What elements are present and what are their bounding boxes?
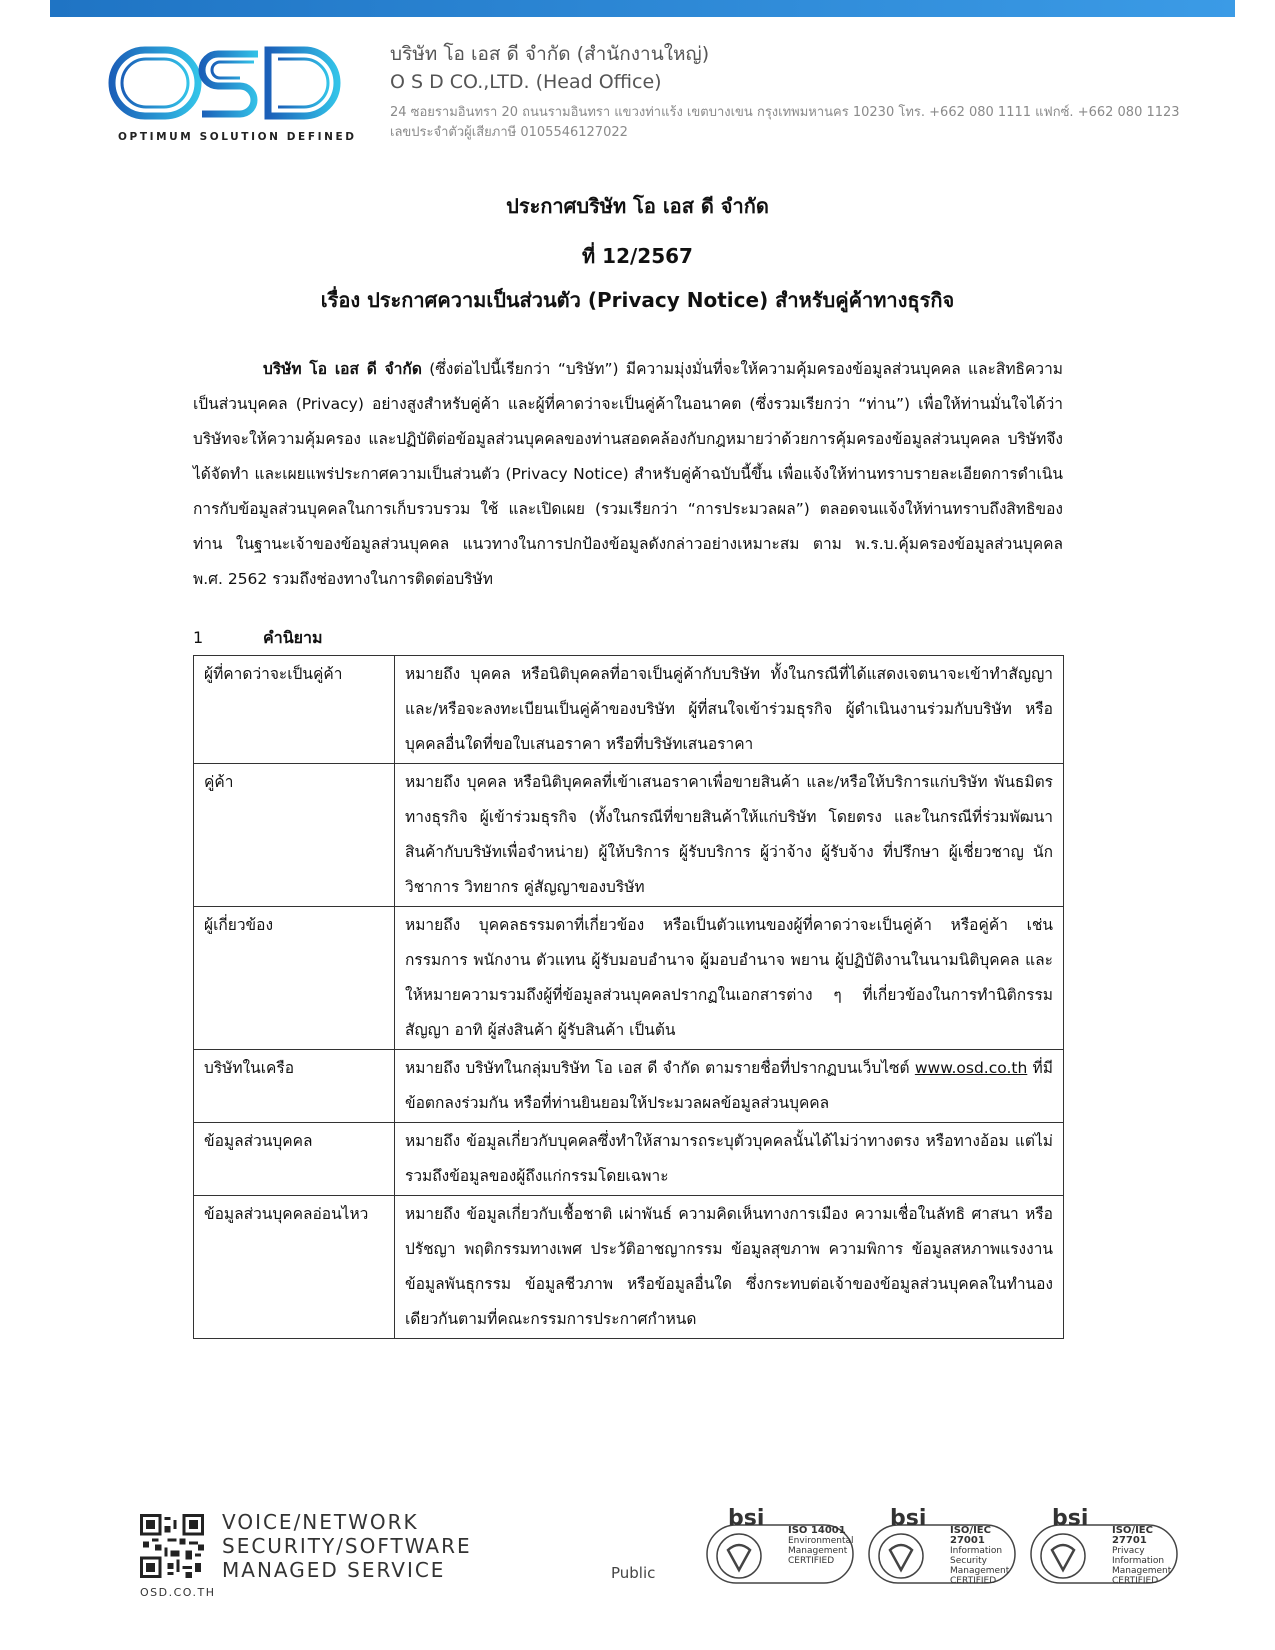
definitions-table [193,655,1064,1339]
service-line: MANAGED SERVICE [222,1558,446,1582]
logo-tagline: OPTIMUM SOLUTION DEFINED [118,131,357,143]
notice-subject: เรื่อง ประกาศความเป็นส่วนตัว (Privacy Notice) สำหรับคู่ค้าทางธุรกิจ [320,288,955,312]
table-row [194,764,1064,907]
iso-27701-cert-badge [1030,1506,1180,1584]
company-name-english: O S D CO.,LTD. (Head Office) [390,71,662,93]
cert-text [788,1526,853,1566]
company-name-thai: บริษัท โอ เอส ดี จำกัด (สำนักงานใหญ่) [390,43,710,65]
classification-label: Public [611,1564,656,1582]
definition-text: หมายถึง บุคคลธรรมดาที่เกี่ยวข้อง หรือเป็นตัวแทนของผู้ที่คาดว่าจะเป็นคู่ค้า หรือคู่ค้า เช่น กรรมการ พนักงาน ตัวแทน ผู้รับมอบอำนาจ ผู้มอบอำนาจ พยาน ผู้ปฏิบัติงานในนามนิติบุคคล และให้หมายความรวมถึงผู้ที่ข้อมูลส่วนบุคคลปรากฏในเอกสารต่าง ๆ ที่เกี่ยวข้องในการทำนิติกรรมสัญญา อาทิ ผู้ส่งสินค้า ผู้รับสินค้า เป็นต้น [395,907,1064,1050]
cert-text [950,1526,1018,1586]
definition-text: หมายถึง บุคคล หรือนิติบุคคลที่อาจเป็นคู่ค้ากับบริษัท ทั้งในกรณีที่ได้แสดงเจตนาจะเข้าทำสัญญา และ/หรือจะลงทะเบียนเป็นคู่ค้าของบริษัท ผู้ที่สนใจเข้าร่วมธุรกิจ ผู้ดำเนินงานร่วมกับบริษัท หรือบุคคลอื่นใดที่ขอใบเสนอราคา หรือที่บริษัทเสนอราคา [395,656,1064,764]
cert-mark: CERTIFIED [1112,1576,1159,1586]
definition-term: ผู้เกี่ยวข้อง [194,907,395,1050]
definition-text-before: หมายถึง บริษัทในกลุ่มบริษัท โอ เอส ดี จำกัด ตามรายชื่อที่ปรากฏบนเว็บไซต์ [405,1059,915,1077]
service-line: SECURITY/SOFTWARE [222,1534,472,1558]
cert-scope: Information Security Management [950,1546,1010,1576]
cert-title: ISO/IEC 27701 [1112,1525,1153,1546]
cert-mark: CERTIFIED [950,1576,997,1586]
service-line: VOICE/NETWORK [222,1510,419,1534]
company-header [390,40,1180,143]
section-title: คำนิยาม [263,628,323,647]
intro-paragraph [193,352,1063,597]
intro-text: (ซึ่งต่อไปนี้เรียกว่า “บริษัท”) มีความมุ่งมั่นที่จะให้ความคุ้มครองข้อมูลส่วนบุคคล และสิทธิความเป็นส่วนบุคคล (Privacy) อย่างสูงสำหรับคู่ค้า และผู้ที่คาดว่าจะเป็นคู่ค้าในอนาคต (ซึ่งรวมเรียกว่า “ท่าน”) เพื่อให้ท่านมั่นใจได้ว่าบริษัทจะให้ความคุ้มครอง และปฏิบัติต่อข้อมูลส่วนบุคคลของท่านสอดคล้องกับกฎหมายว่าด้วยการคุ้มครองข้อมูลส่วนบุคคล บริษัทจึงได้จัดทำ และเผยแพร่ประกาศความเป็นส่วนตัว (Privacy Notice) สำหรับคู่ค้าฉบับนี้ขึ้น เพื่อแจ้งให้ท่านทราบรายละเอียดการดำเนินการกับข้อมูลส่วนบุคคลในการเก็บรวบรวม ใช้ และเปิดเผย (รวมเรียกว่า “การประมวลผล”) ตลอดจนแจ้งให้ท่านทราบถึงสิทธิของท่าน ในฐานะเจ้าของข้อมูลส่วนบุคคล แนวทางในการปกป้องข้อมูลดังกล่าวอย่างเหมาะสม ตาม พ.ร.บ.คุ้มครองข้อมูลส่วนบุคคล พ.ศ. 2562 รวมถึงช่องทางในการติดต่อบริษัท [193,360,1064,588]
definition-text-after: ที่มีข้อตกลงร่วมกัน หรือที่ท่านยินยอมให้ประมวลผลข้อมูลส่วนบุคคล [405,1059,1053,1112]
table-row [194,1123,1064,1196]
notice-number: ที่ 12/2567 [582,244,693,268]
cert-text [1112,1526,1171,1586]
iso-27001-cert-badge [868,1506,1018,1584]
cert-scope: Environmental Management [788,1536,854,1556]
cert-title: ISO/IEC 27001 [950,1525,991,1546]
section-heading [193,626,323,651]
cert-scope: Privacy Information Management [1112,1546,1172,1576]
top-accent-bar [50,0,1235,17]
osd-logo [108,44,344,144]
table-row [194,907,1064,1050]
intro-company-name: บริษัท โอ เอส ดี จำกัด [263,360,422,378]
definition-term: ผู้ที่คาดว่าจะเป็นคู่ค้า [194,656,395,764]
footer-services [222,1510,472,1582]
bsi-brand: bsi [1052,1506,1089,1531]
qr-code-icon [140,1514,204,1578]
osd-website-link[interactable]: www.osd.co.th [914,1059,1028,1077]
iso-14001-cert-badge [706,1506,856,1584]
table-row [194,656,1064,764]
bsi-brand: bsi [728,1506,765,1531]
definition-term: คู่ค้า [194,764,395,907]
table-row [194,1050,1064,1123]
definition-term: ข้อมูลส่วนบุคคลอ่อนไหว [194,1196,395,1339]
definition-text: หมายถึง ข้อมูลเกี่ยวกับเชื้อชาติ เผ่าพันธ์ ความคิดเห็นทางการเมือง ความเชื่อในลัทธิ ศาสนา หรือปรัชญา พฤติกรรมทางเพศ ประวัติอาชญากรรม ข้อมูลสุขภาพ ความพิการ ข้อมูลสหภาพแรงงาน ข้อมูลพันธุกรรม ข้อมูลชีวภาพ หรือข้อมูลอื่นใด ซึ่งกระทบต่อเจ้าของข้อมูลส่วนบุคคลในทำนองเดียวกันตามที่คณะกรรมการประกาศกำหนด [395,1196,1064,1339]
table-row [194,1196,1064,1339]
definition-term: ข้อมูลส่วนบุคคล [194,1123,395,1196]
definition-text: หมายถึง บุคคล หรือนิติบุคคลที่เข้าเสนอราคาเพื่อขายสินค้า และ/หรือให้บริการแก่บริษัท พันธมิตรทางธุรกิจ ผู้เข้าร่วมธุรกิจ (ทั้งในกรณีที่ขายสินค้าให้แก่บริษัท โดยตรง และในกรณีที่ร่วมพัฒนาสินค้ากับบริษัทเพื่อจำหน่าย) ผู้ให้บริการ ผู้รับบริการ ผู้ว่าจ้าง ผู้รับจ้าง ที่ปรึกษา ผู้เชี่ยวชาญ นักวิชาการ วิทยากร คู่สัญญาของบริษัท [395,764,1064,907]
definition-text: หมายถึง ข้อมูลเกี่ยวกับบุคคลซึ่งทำให้สามารถระบุตัวบุคคลนั้นได้ไม่ว่าทางตรง หรือทางอ้อม แต่ไม่รวมถึงข้อมูลของผู้ถึงแก่กรรมโดยเฉพาะ [395,1123,1064,1196]
section-number: 1 [193,628,204,647]
cert-title: ISO 14001 [788,1525,846,1536]
tax-id: เลขประจำตัวผู้เสียภาษี 0105546127022 [390,125,628,140]
cert-mark: CERTIFIED [788,1556,835,1566]
footer-website: OSD.CO.TH [140,1586,216,1599]
notice-title: ประกาศบริษัท โอ เอส ดี จำกัด [506,194,769,218]
bsi-brand: bsi [890,1506,927,1531]
definition-text [395,1050,1064,1123]
definition-term: บริษัทในเครือ [194,1050,395,1123]
company-address: 24 ซอยรามอินทรา 20 ถนนรามอินทรา แขวงท่าแร้ง เขตบางเขน กรุงเทพมหานคร 10230 โทร. +662 080 1111 แฟกซ์. +662 080 1123 [390,105,1180,120]
